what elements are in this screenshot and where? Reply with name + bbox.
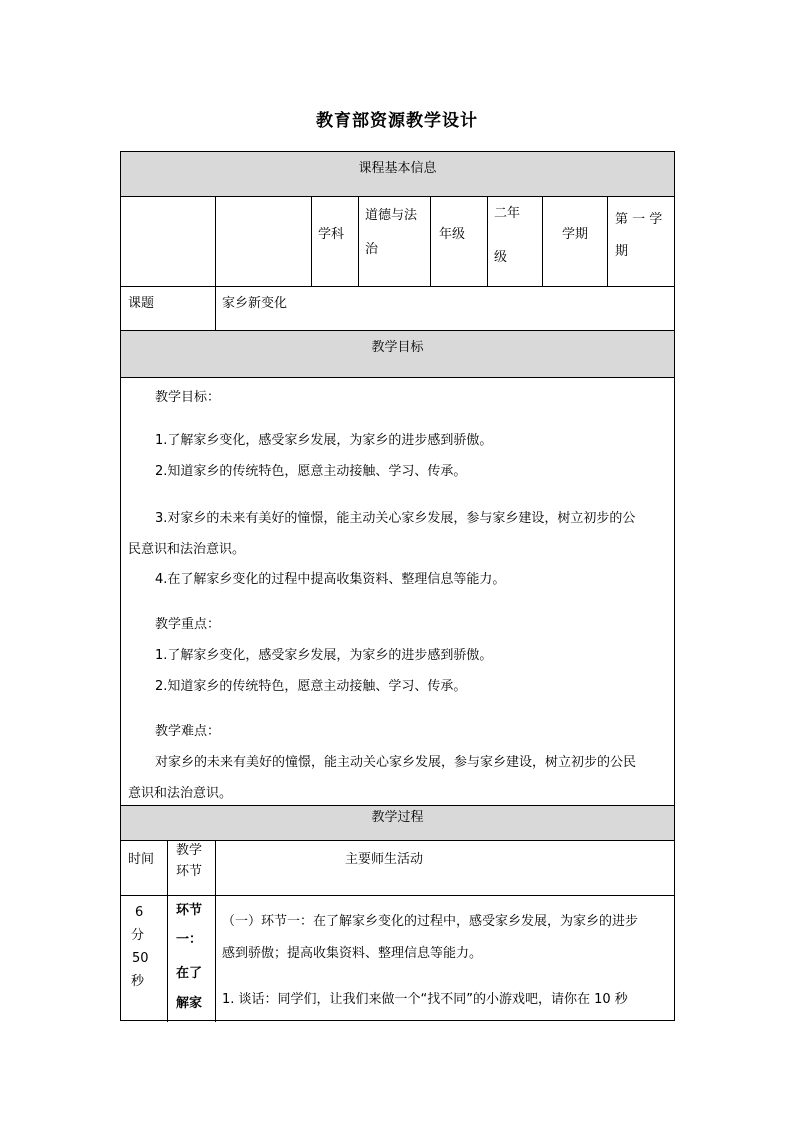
divider bbox=[358, 196, 359, 286]
section-basic-info-label: 课程基本信息 bbox=[358, 161, 437, 176]
row-time-1: 6 bbox=[135, 905, 144, 920]
section-process bbox=[121, 806, 674, 840]
term-value-line2: 期 bbox=[615, 244, 629, 259]
section-goals bbox=[121, 331, 674, 377]
subject-value-line2: 治 bbox=[365, 242, 379, 257]
subject-value-line1: 道德与法 bbox=[365, 208, 418, 223]
subject-label: 学科 bbox=[318, 227, 345, 242]
divider bbox=[607, 196, 608, 286]
row-time-3: 50 bbox=[132, 951, 149, 966]
goal-item-1: 1.了解家乡变化，感受家乡发展，为家乡的进步感到骄傲。 bbox=[155, 433, 493, 448]
key-point-1: 1.了解家乡变化，感受家乡发展，为家乡的进步感到骄傲。 bbox=[155, 648, 493, 663]
row-time-2: 分 bbox=[131, 928, 145, 943]
divider bbox=[167, 840, 168, 1022]
divider bbox=[215, 840, 216, 1022]
goal-item-3-line1: 3.对家乡的未来有美好的憧憬，能主动关心家乡发展，参与家乡建设，树立初步的公 bbox=[155, 511, 636, 526]
difficult-point-line1: 对家乡的未来有美好的憧憬，能主动关心家乡发展，参与家乡建设，树立初步的公民 bbox=[155, 755, 637, 770]
key-points-heading: 教学重点： bbox=[155, 617, 221, 632]
topic-value: 家乡新变化 bbox=[222, 296, 288, 311]
grade-value-line1: 二年 bbox=[494, 206, 521, 221]
row-stage-1: 环节 bbox=[176, 903, 203, 918]
lesson-plan-table bbox=[120, 151, 675, 1021]
divider bbox=[487, 196, 488, 286]
goals-heading: 教学目标： bbox=[155, 390, 221, 405]
row-stage-3: 在了 bbox=[176, 966, 203, 981]
term-value-line1: 第 一 学 bbox=[615, 212, 663, 227]
section-process-label: 教学过程 bbox=[371, 810, 424, 825]
goal-item-2: 2.知道家乡的传统特色，愿意主动接触、学习、传承。 bbox=[155, 464, 467, 479]
divider bbox=[121, 196, 674, 197]
goal-item-3-line2: 民意识和法治意识。 bbox=[128, 542, 246, 557]
grade-value-line2: 级 bbox=[494, 250, 508, 265]
col-header-stage-line2: 环节 bbox=[176, 864, 203, 879]
col-header-activity: 主要师生活动 bbox=[345, 852, 424, 867]
section-basic-info bbox=[121, 152, 674, 196]
row-stage-2: 一： bbox=[176, 932, 203, 947]
divider bbox=[311, 196, 312, 286]
difficult-points-heading: 教学难点： bbox=[155, 724, 221, 739]
key-point-2: 2.知道家乡的传统特色，愿意主动接触、学习、传承。 bbox=[155, 679, 467, 694]
divider bbox=[542, 196, 543, 286]
activity-line1: （一）环节一：在了解家乡变化的过程中，感受家乡发展，为家乡的进步 bbox=[222, 914, 639, 929]
divider bbox=[121, 377, 674, 378]
activity-line2: 感到骄傲；提高收集资料、整理信息等能力。 bbox=[222, 946, 483, 961]
divider bbox=[430, 196, 431, 286]
divider bbox=[121, 286, 674, 287]
col-header-stage-line1: 教学 bbox=[176, 843, 203, 858]
activity-line3: 1. 谈话：同学们，让我们来做一个“找不同”的小游戏吧，请你在 10 秒 bbox=[222, 992, 628, 1007]
topic-label: 课题 bbox=[128, 296, 155, 311]
section-goals-label: 教学目标 bbox=[371, 340, 424, 355]
divider bbox=[215, 196, 216, 286]
goal-item-4: 4.在了解家乡变化的过程中提高收集资料、整理信息等能力。 bbox=[155, 572, 506, 587]
divider bbox=[121, 895, 674, 896]
col-header-time: 时间 bbox=[128, 852, 155, 867]
document-title: 教育部资源教学设计 bbox=[316, 111, 478, 131]
difficult-point-line2: 意识和法治意识。 bbox=[128, 786, 233, 801]
row-stage-4: 解家 bbox=[176, 996, 203, 1011]
term-label: 学期 bbox=[562, 227, 589, 242]
row-time-4: 秒 bbox=[131, 974, 145, 989]
grade-label: 年级 bbox=[439, 227, 466, 242]
divider bbox=[215, 286, 216, 330]
